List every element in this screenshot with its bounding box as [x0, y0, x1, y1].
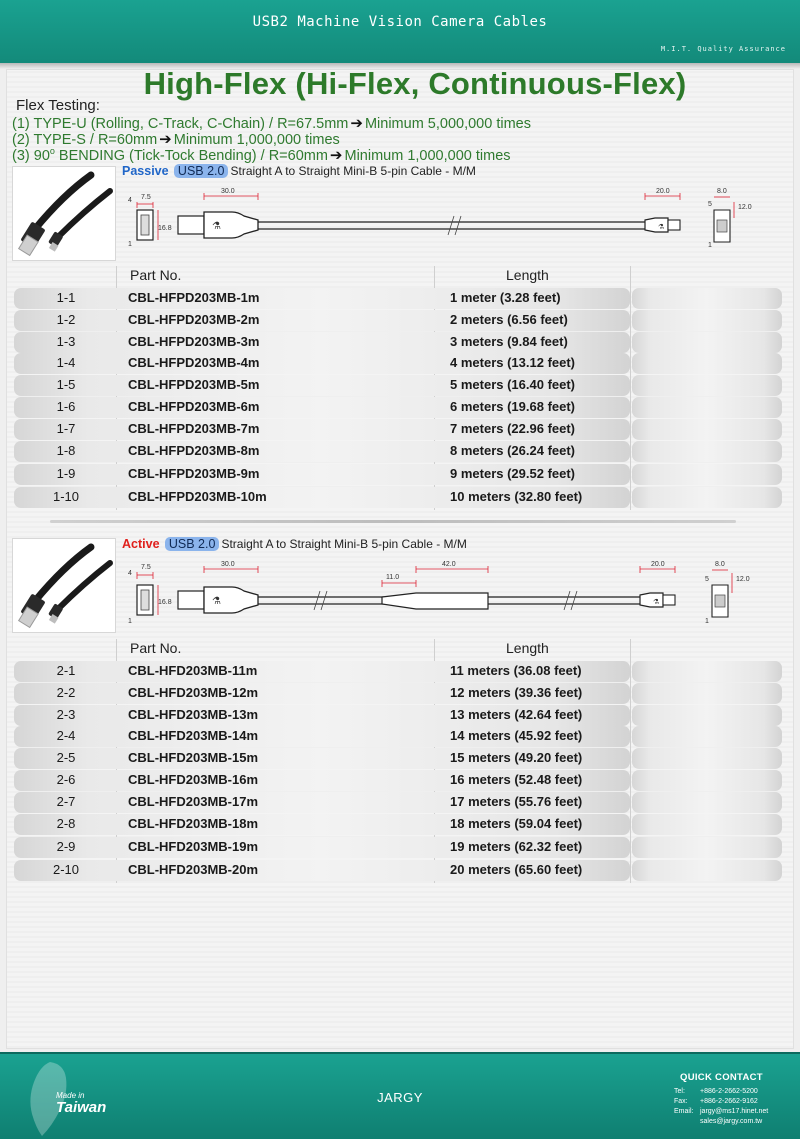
table-row-extra-cell	[632, 441, 782, 462]
pin-a-top: 4	[128, 570, 132, 577]
row-index: 2-4	[56, 728, 76, 743]
dim-a-width: 7.5	[141, 564, 151, 571]
flex-testing-label: Flex Testing:	[16, 97, 100, 114]
table-row-extra-cell	[632, 288, 782, 309]
usb-symbol-icon: ⚗	[658, 224, 665, 231]
cable-length: 6 meters (19.68 feet)	[450, 399, 576, 414]
passive-cable-diagram	[120, 180, 770, 258]
usb-version-badge: USB 2.0	[174, 164, 229, 178]
pin-b-top: 5	[708, 201, 712, 208]
cable-length: 19 meters (62.32 feet)	[450, 839, 583, 854]
cable-length: 15 meters (49.20 feet)	[450, 750, 583, 765]
cable-length: 3 meters (9.84 feet)	[450, 334, 568, 349]
cable-length: 4 meters (13.12 feet)	[450, 355, 576, 370]
pin-b-bot: 1	[705, 618, 709, 625]
table-row-extra-cell	[632, 310, 782, 331]
part-number: CBL-HFPD203MB-3m	[128, 334, 260, 349]
pin-a-bot: 1	[128, 241, 132, 248]
table-row-extra-cell	[632, 683, 782, 704]
flex-test-2-text: (2) TYPE-S / R=60mm	[12, 132, 158, 148]
dim-b-height: 12.0	[738, 204, 752, 211]
flex-test-3-text-pre: (3) 90	[12, 148, 50, 164]
part-no-header: Part No.	[130, 640, 182, 656]
row-index: 2-7	[56, 794, 76, 809]
part-number: CBL-HFD203MB-12m	[128, 685, 259, 700]
table-row-extra-cell	[632, 770, 782, 791]
active-parts-table	[0, 635, 800, 885]
dim-b-width: 8.0	[717, 188, 727, 195]
row-index: 1-7	[56, 421, 76, 436]
active-cable-diagram	[120, 553, 770, 633]
flex-test-line-3	[12, 146, 511, 164]
dim-b-height: 12.0	[736, 576, 750, 583]
row-index: 1-10	[52, 489, 80, 504]
cable-kind-active: Active	[122, 537, 160, 551]
passive-cable-photo	[12, 166, 116, 261]
row-index: 2-1	[56, 663, 76, 678]
row-index: 1-9	[56, 466, 76, 481]
cable-length: 16 meters (52.48 feet)	[450, 772, 583, 787]
right-arrow-icon: ➔	[350, 115, 363, 132]
flex-test-1-text: (1) TYPE-U (Rolling, C-Track, C-Chain) / R=67.5mm	[12, 116, 349, 132]
dim-b-length: 20.0	[651, 561, 665, 568]
flex-test-3-text-post: BENDING (Tick-Tock Bending) / R=60mm	[54, 148, 328, 164]
dim-a-height: 16.8	[158, 599, 172, 606]
page-footer	[0, 1052, 800, 1139]
column-separator	[630, 639, 631, 883]
table-row-extra-cell	[632, 661, 782, 682]
flex-test-2-result: Minimum 1,000,000 times	[173, 132, 340, 148]
usb-symbol-icon: ⚗	[212, 221, 221, 232]
part-number: CBL-HFPD203MB-2m	[128, 312, 260, 327]
table-row-extra-cell	[632, 814, 782, 835]
dim-a-width: 7.5	[141, 194, 151, 201]
dim-a-length: 30.0	[221, 561, 235, 568]
part-number: CBL-HFD203MB-17m	[128, 794, 259, 809]
table-row-extra-cell	[632, 375, 782, 396]
row-index: 1-5	[56, 377, 76, 392]
usb-symbol-icon: ⚗	[212, 596, 221, 607]
table-row-extra-cell	[632, 837, 782, 858]
cable-length: 14 meters (45.92 feet)	[450, 728, 583, 743]
cable-length: 11 meters (36.08 feet)	[450, 663, 582, 678]
contact-fax: Fax: +886-2-2662-9162	[674, 1098, 758, 1105]
passive-cable-title	[122, 164, 476, 178]
quick-contact-title: QUICK CONTACT	[680, 1072, 763, 1083]
part-number: CBL-HFD203MB-20m	[128, 862, 259, 877]
part-number: CBL-HFPD203MB-5m	[128, 377, 260, 392]
part-number: CBL-HFPD203MB-9m	[128, 466, 260, 481]
cable-length: 12 meters (39.36 feet)	[450, 685, 583, 700]
flex-test-3-result: Minimum 1,000,000 times	[344, 148, 511, 164]
row-index: 1-8	[56, 443, 76, 458]
section-divider	[50, 520, 736, 523]
cable-photo-icon	[13, 167, 117, 262]
cable-length: 9 meters (29.52 feet)	[450, 466, 576, 481]
row-index: 2-6	[56, 772, 76, 787]
table-row-extra-cell	[632, 487, 782, 508]
row-index: 2-3	[56, 707, 76, 722]
right-arrow-icon: ➔	[159, 131, 172, 148]
table-row-extra-cell	[632, 748, 782, 769]
part-number: CBL-HFD203MB-15m	[128, 750, 259, 765]
cable-length: 5 meters (16.40 feet)	[450, 377, 576, 392]
brand-name: JARGY	[377, 1090, 423, 1105]
dim-box-gap: 11.0	[386, 574, 400, 581]
part-number: CBL-HFPD203MB-1m	[128, 290, 260, 305]
part-no-header: Part No.	[130, 267, 182, 283]
active-cable-photo	[12, 538, 116, 633]
table-row-extra-cell	[632, 353, 782, 374]
row-index: 1-2	[56, 312, 76, 327]
cable-length: 2 meters (6.56 feet)	[450, 312, 568, 327]
dim-box-length: 42.0	[442, 561, 456, 568]
pin-a-bot: 1	[128, 618, 132, 625]
cable-length: 1 meter (3.28 feet)	[450, 290, 561, 305]
row-index: 2-9	[56, 839, 76, 854]
passive-parts-table	[0, 262, 800, 512]
pin-b-bot: 1	[708, 242, 712, 249]
table-row-extra-cell	[632, 332, 782, 353]
pin-a-top: 4	[128, 197, 132, 204]
part-number: CBL-HFPD203MB-10m	[128, 489, 267, 504]
table-row-extra-cell	[632, 792, 782, 813]
contact-email[interactable]: Email: jargy@ms17.hinet.net	[674, 1108, 769, 1115]
part-number: CBL-HFPD203MB-4m	[128, 355, 260, 370]
table-row-extra-cell	[632, 464, 782, 485]
dim-a-length: 30.0	[221, 188, 235, 195]
header-title: USB2 Machine Vision Camera Cables	[252, 14, 548, 30]
cable-length: 8 meters (26.24 feet)	[450, 443, 576, 458]
part-number: CBL-HFD203MB-11m	[128, 663, 258, 678]
made-in-label: Made in	[56, 1091, 85, 1100]
cable-description: Straight A to Straight Mini-B 5-pin Cable - M/M	[221, 537, 467, 551]
cable-length: 17 meters (55.76 feet)	[450, 794, 583, 809]
contact-email-sales[interactable]: sales@jargy.com.tw	[700, 1118, 763, 1125]
cable-length: 7 meters (22.96 feet)	[450, 421, 576, 436]
table-row-extra-cell	[632, 860, 782, 881]
flex-test-1-result: Minimum 5,000,000 times	[364, 116, 531, 132]
page-title: High-Flex (Hi-Flex, Continuous-Flex)	[143, 66, 687, 101]
cable-length: 18 meters (59.04 feet)	[450, 816, 583, 831]
row-index: 1-1	[56, 290, 76, 305]
row-index: 2-8	[56, 816, 76, 831]
right-arrow-icon: ➔	[329, 147, 343, 164]
part-number: CBL-HFD203MB-13m	[128, 707, 259, 722]
table-row-extra-cell	[632, 397, 782, 418]
contact-tel: Tel: +886-2-2662-5200	[674, 1088, 758, 1095]
table-row-extra-cell	[632, 705, 782, 726]
cable-kind-passive: Passive	[122, 164, 169, 178]
part-number: CBL-HFD203MB-18m	[128, 816, 259, 831]
row-index: 2-5	[56, 750, 76, 765]
part-number: CBL-HFD203MB-16m	[128, 772, 259, 787]
table-row-extra-cell	[632, 419, 782, 440]
page-header	[0, 0, 800, 63]
row-index: 1-6	[56, 399, 76, 414]
dim-a-height: 16.8	[158, 225, 172, 232]
part-number: CBL-HFPD203MB-8m	[128, 443, 260, 458]
part-number: CBL-HFD203MB-14m	[128, 728, 259, 743]
cable-length: 13 meters (42.64 feet)	[450, 707, 583, 722]
pin-b-top: 5	[705, 576, 709, 583]
length-header: Length	[506, 267, 549, 283]
cable-description: Straight A to Straight Mini-B 5-pin Cable - M/M	[230, 164, 476, 178]
column-separator	[630, 266, 631, 510]
table-row-extra-cell	[632, 726, 782, 747]
degree-sup: o	[49, 146, 55, 157]
made-in-taiwan-badge	[20, 1058, 120, 1138]
row-index: 2-2	[56, 685, 76, 700]
dim-b-width: 8.0	[715, 561, 725, 568]
row-index: 1-4	[56, 355, 76, 370]
part-number: CBL-HFPD203MB-6m	[128, 399, 260, 414]
cable-length: 20 meters (65.60 feet)	[450, 862, 583, 877]
usb-symbol-icon: ⚗	[653, 599, 660, 606]
cable-photo-icon	[13, 539, 117, 634]
taiwan-label: Taiwan	[56, 1099, 107, 1116]
part-number: CBL-HFPD203MB-7m	[128, 421, 260, 436]
usb-version-badge: USB 2.0	[165, 537, 220, 551]
part-number: CBL-HFD203MB-19m	[128, 839, 259, 854]
active-cable-title	[122, 537, 467, 551]
row-index: 2-10	[52, 862, 80, 877]
length-header: Length	[506, 640, 549, 656]
row-index: 1-3	[56, 334, 76, 349]
cable-length: 10 meters (32.80 feet)	[450, 489, 583, 504]
dim-b-length: 20.0	[656, 188, 670, 195]
quality-assurance-label: M.I.T. Quality Assurance	[660, 45, 786, 53]
